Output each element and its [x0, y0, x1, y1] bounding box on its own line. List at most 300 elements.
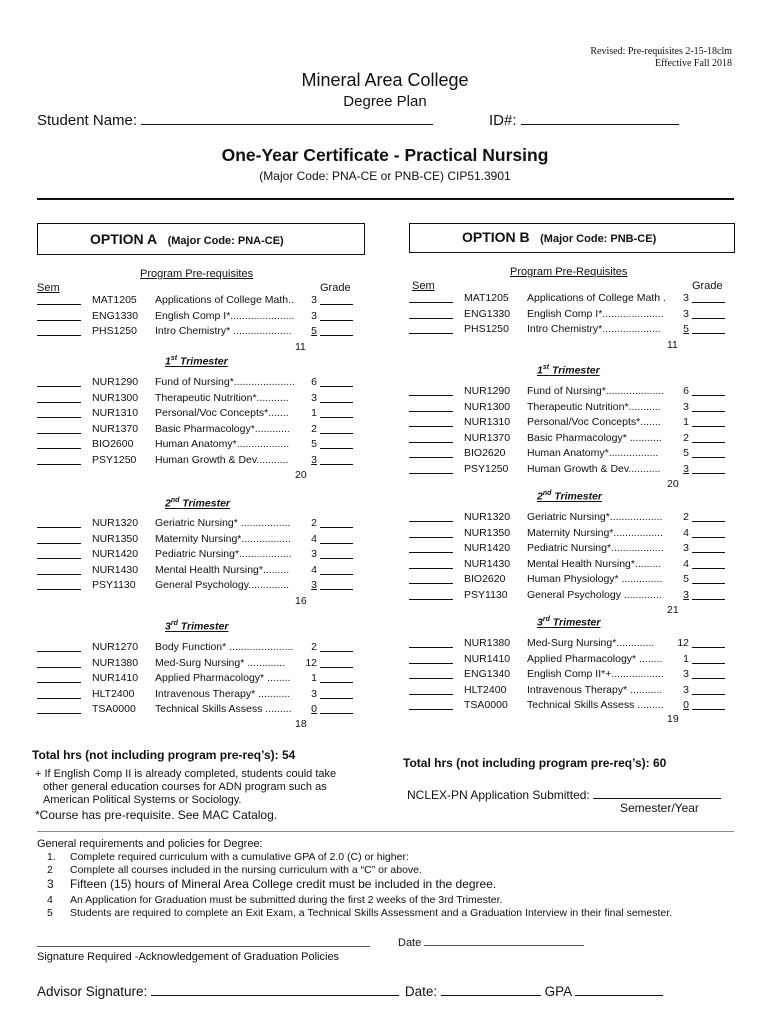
course-credits: 2 — [683, 431, 689, 444]
option-b-t1-list — [409, 384, 727, 477]
course-row — [409, 698, 727, 714]
course-row — [409, 557, 727, 573]
semester-blank[interactable] — [37, 433, 81, 434]
course-title: General Psychology.............. — [155, 579, 290, 591]
grade-blank[interactable] — [692, 599, 725, 600]
course-row — [37, 578, 355, 594]
course-code: BIO2620 — [464, 573, 506, 585]
course-code: NUR1300 — [92, 391, 139, 404]
nclex-label: NCLEX-PN Application Submitted: — [407, 788, 590, 802]
course-row — [409, 384, 727, 400]
course-title: English Comp I*...................... — [155, 309, 295, 322]
course-credits: 5 — [683, 447, 689, 459]
semester-blank[interactable] — [37, 320, 81, 321]
option-a-t2-total: 16 — [295, 595, 307, 607]
course-code: NUR1350 — [464, 526, 511, 539]
semester-blank[interactable] — [409, 411, 453, 412]
option-a-t3-list — [37, 640, 355, 718]
course-credits: 3 — [683, 292, 689, 304]
course-code: NUR1290 — [92, 376, 139, 388]
course-credits: 3 — [311, 294, 317, 306]
course-code: TSA0000 — [92, 703, 136, 715]
grade-blank[interactable] — [692, 568, 725, 569]
general-item-number: 1. — [47, 851, 56, 863]
general-item-text: Students are required to complete an Exit Exam, a Technical Skills Assessment and a Graduation Interview in their final semester. — [70, 907, 673, 919]
option-a-t3-total: 18 — [295, 718, 307, 730]
course-credits: 3 — [683, 668, 689, 680]
date-line[interactable] — [424, 935, 584, 946]
semester-blank[interactable] — [37, 335, 81, 336]
course-code: NUR1410 — [92, 672, 139, 684]
id-line[interactable] — [521, 110, 679, 125]
general-list — [37, 851, 737, 920]
semester-blank[interactable] — [409, 473, 453, 474]
note-political: American Political Systems or Sociology. — [43, 794, 242, 806]
course-row — [37, 422, 355, 438]
grade-blank[interactable] — [320, 713, 353, 714]
grade-blank[interactable] — [692, 552, 725, 553]
page-title: One-Year Certificate - Practical Nursing — [221, 145, 549, 165]
semester-blank[interactable] — [37, 386, 81, 387]
semester-blank[interactable] — [37, 667, 81, 668]
note-prereq: *Course has pre-requisite. See MAC Catalog. — [35, 808, 278, 822]
semester-blank[interactable] — [37, 682, 81, 683]
course-row — [37, 406, 355, 422]
id-field[interactable] — [489, 110, 679, 129]
grade-blank[interactable] — [320, 698, 353, 699]
course-code: NUR1410 — [464, 652, 511, 665]
grade-blank[interactable] — [692, 678, 725, 679]
option-a-grade-label: Grade — [320, 282, 351, 294]
semester-blank[interactable] — [37, 713, 81, 714]
course-row — [37, 324, 355, 340]
course-code: ENG1330 — [92, 309, 139, 322]
option-b-prereq-total: 11 — [667, 339, 678, 351]
course-title: Body Function* ...................... — [155, 641, 294, 653]
course-row — [37, 453, 355, 469]
course-title: Intravenous Therapy* ........... — [527, 683, 663, 696]
course-row — [409, 541, 727, 557]
course-credits: 3 — [311, 579, 317, 591]
option-b-t3-list — [409, 636, 727, 714]
option-a-prereq-list — [37, 293, 355, 340]
option-a-sem-label: Sem — [37, 282, 60, 294]
course-row — [37, 563, 355, 579]
semester-blank[interactable] — [409, 318, 453, 319]
course-row — [37, 532, 355, 548]
course-row — [37, 640, 355, 656]
grade-blank[interactable] — [692, 647, 725, 648]
semester-blank[interactable] — [409, 442, 453, 443]
semester-blank[interactable] — [409, 521, 453, 522]
course-row — [409, 462, 727, 478]
semester-blank[interactable] — [409, 426, 453, 427]
course-code: NUR1370 — [92, 422, 139, 435]
title-rule — [37, 198, 734, 200]
option-b-trimester-3: 3rd Trimester — [537, 616, 601, 629]
general-item-text: Complete required curriculum with a cumulative GPA of 2.0 (C) or higher: — [70, 851, 409, 863]
course-title: Intro Chemistry*.................... — [527, 323, 661, 335]
course-title: Technical Skills Assess ......... — [527, 699, 664, 711]
course-title: Fund of Nursing*..................... — [155, 376, 296, 388]
course-code: NUR1350 — [92, 532, 139, 545]
student-signature-line[interactable] — [37, 945, 370, 947]
course-code: NUR1310 — [92, 407, 139, 419]
grade-blank[interactable] — [320, 320, 353, 321]
option-a-prereq-total: 11 — [295, 341, 306, 353]
course-code: NUR1420 — [464, 542, 511, 554]
course-row — [409, 415, 727, 431]
course-code: NUR1430 — [464, 557, 511, 570]
course-row — [409, 652, 727, 668]
semester-blank[interactable] — [409, 694, 453, 695]
grade-blank[interactable] — [320, 402, 353, 403]
course-row — [409, 446, 727, 462]
course-title: Technical Skills Assess ......... — [155, 703, 292, 715]
course-credits: 2 — [311, 422, 317, 435]
semester-blank[interactable] — [37, 527, 81, 528]
option-a-title: OPTION A — [90, 231, 158, 247]
course-code: BIO2600 — [92, 438, 134, 450]
semester-year-label: Semester/Year — [620, 801, 699, 815]
course-credits: 3 — [683, 400, 689, 413]
course-code: MAT1205 — [464, 292, 509, 304]
course-row — [37, 516, 355, 532]
course-code: MAT1205 — [92, 294, 137, 306]
option-b-prereq-label: Program Pre-Requisites — [510, 266, 628, 278]
course-title: Intro Chemistry* .................... — [155, 325, 292, 337]
course-code: NUR1370 — [464, 431, 511, 444]
course-row — [37, 309, 355, 325]
course-row — [37, 437, 355, 453]
course-credits: 0 — [683, 699, 689, 711]
general-item-text: Fifteen (15) hours of Mineral Area College credit must be included in the degree. — [70, 877, 497, 891]
advisor-signature-field[interactable] — [37, 982, 663, 999]
course-credits: 3 — [311, 687, 317, 700]
course-credits: 1 — [311, 407, 317, 419]
course-row — [409, 683, 727, 699]
grade-blank[interactable] — [692, 411, 725, 412]
general-item-number: 2 — [47, 864, 53, 876]
semester-blank[interactable] — [37, 464, 81, 465]
option-a-trimester-1: 1st Trimester — [165, 355, 228, 368]
grade-blank[interactable] — [320, 464, 353, 465]
course-credits: 3 — [311, 391, 317, 404]
general-item-number: 5 — [47, 907, 53, 919]
course-title: Applications of College Math.. — [155, 294, 294, 306]
course-row — [409, 588, 727, 604]
course-row — [37, 656, 355, 672]
course-credits: 2 — [311, 517, 317, 529]
option-b-trimester-2: 2nd Trimester — [537, 490, 602, 503]
option-a-trimester-2: 2nd Trimester — [165, 497, 230, 510]
course-row — [37, 547, 355, 563]
option-a-total-hours: Total hrs (not including program pre-req’s): 54 — [32, 748, 296, 762]
course-credits: 2 — [683, 511, 689, 523]
option-b-t1-total: 20 — [667, 478, 679, 490]
course-title: Intravenous Therapy* ........... — [155, 687, 291, 700]
general-item — [37, 877, 737, 894]
course-credits: 5 — [683, 323, 689, 335]
course-credits: 3 — [311, 548, 317, 560]
grade-blank[interactable] — [692, 473, 725, 474]
course-credits: 0 — [311, 703, 317, 715]
semester-blank[interactable] — [409, 647, 453, 648]
grade-blank[interactable] — [320, 558, 353, 559]
option-b-trimester-1: 1st Trimester — [537, 364, 600, 377]
effective-note: Effective Fall 2018 — [654, 58, 732, 69]
course-title: Geriatric Nursing* ................. — [155, 517, 291, 529]
course-title: General Psychology ............. — [527, 588, 662, 601]
course-row — [37, 671, 355, 687]
general-item — [37, 864, 737, 877]
course-title: Mental Health Nursing*......... — [155, 563, 290, 576]
degree-plan: Degree Plan — [343, 93, 427, 110]
course-code: PHS1250 — [464, 323, 509, 335]
grade-blank[interactable] — [320, 304, 353, 305]
student-name-line[interactable] — [141, 110, 433, 125]
course-title: English Comp II*+.................. — [527, 668, 664, 680]
grade-blank[interactable] — [692, 302, 725, 303]
course-credits: 4 — [311, 532, 317, 545]
course-code: NUR1290 — [464, 385, 511, 397]
semester-blank[interactable] — [409, 599, 453, 600]
course-row — [409, 667, 727, 683]
semester-blank[interactable] — [409, 552, 453, 553]
note-gen-ed: other general education courses for ADN program such as — [43, 781, 327, 793]
revised-note: Revised: Pre-requisites 2-15-18clm — [590, 46, 732, 57]
course-row — [409, 510, 727, 526]
option-b-code: (Major Code: PNB-CE) — [540, 233, 657, 245]
option-b-t3-total: 19 — [667, 713, 679, 725]
semester-blank[interactable] — [37, 558, 81, 559]
grade-blank[interactable] — [692, 457, 725, 458]
course-code: HLT2400 — [92, 687, 135, 700]
option-b-prereq-list — [409, 291, 727, 338]
semester-blank[interactable] — [37, 448, 81, 449]
course-title: Mental Health Nursing*......... — [527, 557, 662, 570]
course-row — [409, 572, 727, 588]
semester-blank[interactable] — [37, 698, 81, 699]
grade-blank[interactable] — [692, 694, 725, 695]
date-field[interactable] — [398, 935, 584, 949]
grade-blank[interactable] — [692, 333, 725, 334]
course-credits: 4 — [683, 557, 689, 570]
course-title: Basic Pharmacology* ........... — [527, 431, 662, 444]
course-code: BIO2620 — [464, 447, 506, 459]
course-code: NUR1300 — [464, 400, 511, 413]
course-title: Applied Pharmacology* ........ — [155, 672, 291, 684]
advisor-label: Advisor Signature: — [37, 984, 148, 999]
semester-blank[interactable] — [409, 395, 453, 396]
course-credits: 5 — [311, 325, 317, 337]
course-title: English Comp I*..................... — [527, 307, 664, 320]
student-name-label: Student Name: — [37, 112, 138, 129]
option-a-trimester-3: 3rd Trimester — [165, 620, 229, 633]
note-english-comp: + If English Comp II is already completed, students could take — [35, 768, 337, 780]
semester-blank[interactable] — [37, 574, 81, 575]
student-name-field[interactable] — [37, 110, 433, 129]
option-a-code: (Major Code: PNA-CE) — [167, 235, 284, 247]
semester-blank[interactable] — [37, 651, 81, 652]
course-credits: 1 — [311, 672, 317, 684]
course-code: PSY1250 — [92, 453, 137, 466]
course-credits: 3 — [683, 462, 689, 475]
semester-blank[interactable] — [409, 678, 453, 679]
general-item-number: 4 — [47, 894, 53, 906]
course-title: Basic Pharmacology*............ — [155, 422, 290, 435]
course-row — [409, 307, 727, 323]
gpa-label: GPA — [544, 984, 572, 999]
semester-blank[interactable] — [409, 568, 453, 569]
course-title: Pediatric Nursing*.................. — [155, 548, 292, 560]
semester-blank[interactable] — [409, 457, 453, 458]
grade-blank[interactable] — [320, 448, 353, 449]
option-b-grade-label: Grade — [692, 280, 723, 292]
course-code: HLT2400 — [464, 683, 507, 696]
grade-blank[interactable] — [320, 433, 353, 434]
course-credits: 3 — [311, 453, 317, 466]
general-item — [37, 851, 737, 864]
course-credits: 3 — [683, 542, 689, 554]
course-code: NUR1380 — [464, 637, 511, 649]
grade-blank[interactable] — [692, 426, 725, 427]
gpa-line[interactable] — [575, 982, 663, 996]
grade-blank[interactable] — [692, 709, 725, 710]
grade-blank[interactable] — [320, 417, 353, 418]
option-a-box — [37, 223, 365, 255]
course-row — [409, 431, 727, 447]
grade-blank[interactable] — [320, 651, 353, 652]
course-code: NUR1320 — [464, 511, 511, 523]
course-credits: 1 — [683, 416, 689, 428]
grade-blank[interactable] — [320, 574, 353, 575]
course-credits: 2 — [311, 641, 317, 653]
course-code: PHS1250 — [92, 325, 137, 337]
course-code: NUR1310 — [464, 416, 511, 428]
course-code: PSY1250 — [464, 462, 509, 475]
course-credits: 4 — [311, 563, 317, 576]
grade-blank[interactable] — [692, 395, 725, 396]
grade-blank[interactable] — [320, 682, 353, 683]
grade-blank[interactable] — [320, 527, 353, 528]
course-title: Maternity Nursing*................. — [155, 532, 291, 545]
semester-blank[interactable] — [409, 663, 453, 664]
course-credits: 6 — [683, 385, 689, 397]
course-row — [409, 291, 727, 307]
course-title: Human Anatomy*................. — [527, 447, 659, 459]
option-a-t1-total: 20 — [295, 469, 307, 481]
course-row — [37, 687, 355, 703]
grade-blank[interactable] — [692, 583, 725, 584]
grade-blank[interactable] — [320, 667, 353, 668]
course-title: Human Growth & Dev........... — [527, 462, 661, 475]
grade-blank[interactable] — [692, 318, 725, 319]
page-subtitle: (Major Code: PNA-CE or PNB-CE) CIP51.3901 — [259, 169, 511, 183]
course-title: Geriatric Nursing*.................. — [527, 511, 663, 523]
general-item — [37, 894, 737, 907]
option-b-box — [409, 223, 735, 253]
course-code: PSY1130 — [92, 579, 136, 591]
course-row — [409, 322, 727, 338]
course-row — [37, 293, 355, 309]
nclex-line[interactable] — [593, 787, 721, 799]
grade-blank[interactable] — [692, 663, 725, 664]
general-item-text: Complete all courses included in the nursing curriculum with a “C” or above. — [70, 864, 422, 876]
grade-blank[interactable] — [692, 442, 725, 443]
course-title: Human Growth & Dev........... — [155, 453, 289, 466]
course-credits: 5 — [683, 573, 689, 585]
course-code: TSA0000 — [464, 699, 508, 711]
course-row — [37, 391, 355, 407]
course-row — [409, 526, 727, 542]
course-code: NUR1270 — [92, 641, 139, 653]
option-a-t1-list — [37, 375, 355, 468]
course-credits: 12 — [677, 637, 689, 649]
semester-blank[interactable] — [37, 417, 81, 418]
nclex-field[interactable] — [407, 787, 721, 802]
course-code: NUR1320 — [92, 517, 139, 529]
semester-blank[interactable] — [409, 709, 453, 710]
semester-blank[interactable] — [37, 543, 81, 544]
grade-blank[interactable] — [692, 537, 725, 538]
option-b-t2-total: 21 — [667, 604, 679, 616]
id-label: ID#: — [489, 112, 517, 129]
grade-blank[interactable] — [320, 589, 353, 590]
semester-blank[interactable] — [409, 537, 453, 538]
general-rule — [37, 831, 734, 832]
date-label: Date — [398, 937, 422, 949]
course-title: Pediatric Nursing*.................. — [527, 542, 664, 554]
semester-blank[interactable] — [409, 333, 453, 334]
course-credits: 12 — [305, 656, 317, 669]
grade-blank[interactable] — [692, 521, 725, 522]
course-title: Med-Surg Nursing* ............. — [155, 656, 286, 669]
course-credits: 3 — [683, 307, 689, 320]
semester-blank[interactable] — [409, 583, 453, 584]
course-row — [37, 375, 355, 391]
option-b-total-hours: Total hrs (not including program pre-req’s): 60 — [403, 756, 667, 770]
course-title: Applied Pharmacology* ........ — [527, 652, 663, 665]
course-row — [409, 400, 727, 416]
course-code: PSY1130 — [464, 588, 508, 601]
course-title: Applications of College Math . — [527, 292, 666, 304]
option-b-title: OPTION B — [462, 229, 530, 245]
semester-blank[interactable] — [37, 402, 81, 403]
semester-blank[interactable] — [409, 302, 453, 303]
course-title: Human Anatomy*.................. — [155, 438, 290, 450]
course-credits: 5 — [311, 438, 317, 450]
course-credits: 3 — [311, 309, 317, 322]
semester-blank[interactable] — [37, 589, 81, 590]
course-title: Personal/Voc Concepts*....... — [155, 407, 289, 419]
advisor-date-line[interactable] — [441, 982, 541, 996]
grade-blank[interactable] — [320, 335, 353, 336]
course-title: Personal/Voc Concepts*....... — [527, 416, 661, 428]
general-heading: General requirements and policies for Degree: — [37, 838, 263, 850]
college-name: Mineral Area College — [301, 70, 469, 90]
option-a-prereq-label: Program Pre-requisites — [140, 268, 254, 280]
course-credits: 1 — [683, 652, 689, 665]
option-a-t2-list — [37, 516, 355, 594]
course-code: NUR1380 — [92, 656, 139, 669]
grade-blank[interactable] — [320, 543, 353, 544]
grade-blank[interactable] — [320, 386, 353, 387]
semester-blank[interactable] — [37, 304, 81, 305]
advisor-line[interactable] — [151, 982, 399, 996]
course-credits: 3 — [683, 588, 689, 601]
general-item-text: An Application for Graduation must be submitted during the first 2 weeks of the 3rd Trimester. — [70, 894, 503, 906]
